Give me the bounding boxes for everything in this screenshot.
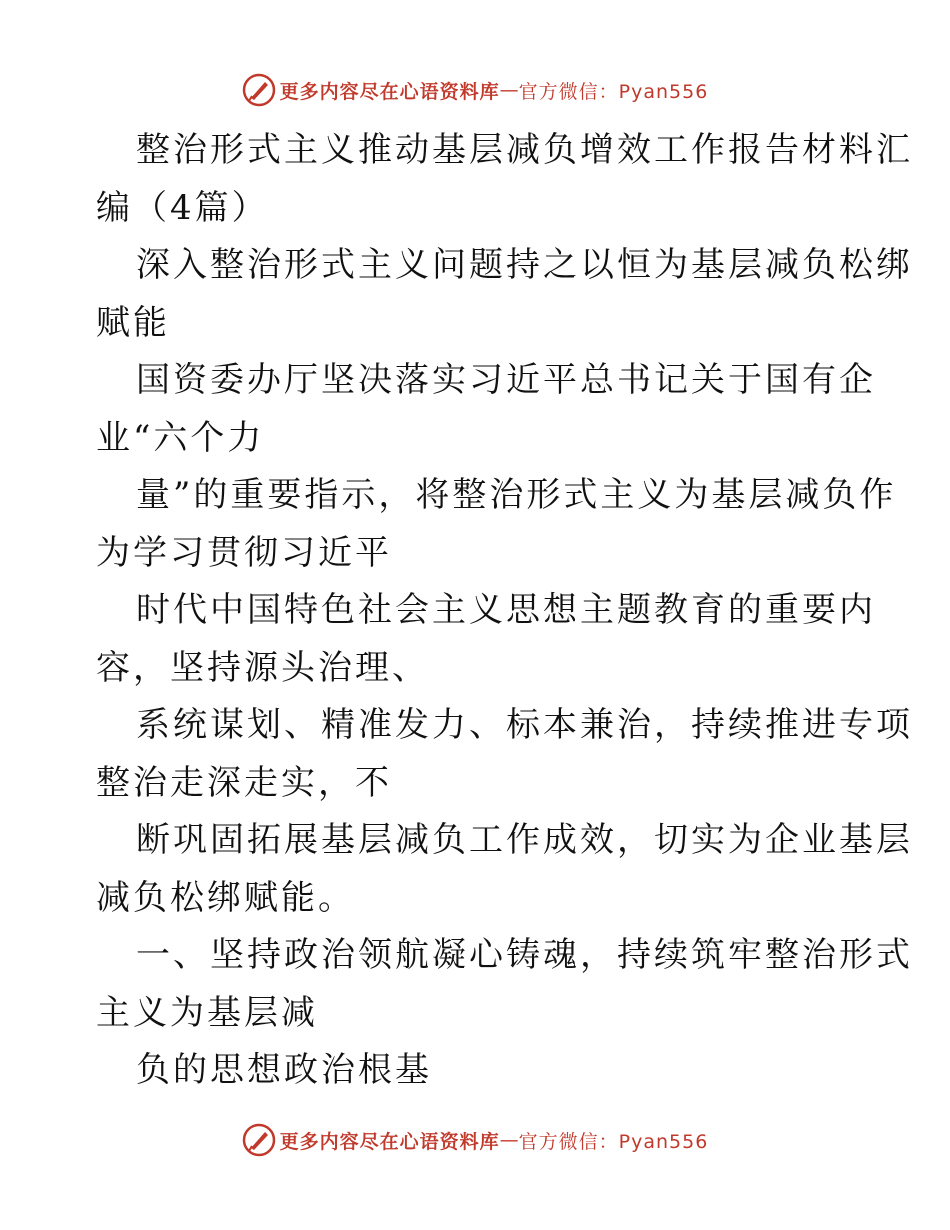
text-line: 断巩固拓展基层减负工作成效，切实为企业基层 (136, 820, 913, 860)
text-line: 负的思想政治根基 (136, 1050, 432, 1090)
header-watermark (0, 70, 950, 110)
text-line: 整治形式主义推动基层减负增效工作报告材料汇 (136, 130, 913, 170)
text-line: 赋能 (96, 302, 170, 343)
text-line: 业“六个力 (96, 417, 265, 458)
text-line: 一、坚持政治领航凝心铸魂，持续筑牢整治形式 (136, 935, 913, 975)
watermark-main-text: 更多内容尽在心语资料库 (279, 80, 500, 103)
text-line: 容，坚持源头治理、 (96, 647, 429, 688)
text-line: 为学习贯彻习近平 (96, 532, 392, 573)
text-line: 深入整治形式主义问题持之以恒为基层减负松绑 (136, 245, 913, 285)
footer-watermark (0, 1120, 950, 1160)
text-line: 时代中国特色社会主义思想主题教育的重要内 (136, 590, 876, 630)
text-line: 系统谋划、精准发力、标本兼治，持续推进专项 (136, 705, 913, 745)
watermark-sub-text: 官方微信：Pyan556 (518, 80, 709, 103)
quill-logo-icon (242, 73, 276, 107)
watermark-main-text: 更多内容尽在心语资料库 (279, 1130, 500, 1153)
text-line: 量”的重要指示，将整治形式主义为基层减负作 (136, 475, 897, 515)
quill-logo-icon (242, 1123, 276, 1157)
watermark-dash: — (499, 1129, 519, 1151)
text-line: 国资委办厅坚决落实习近平总书记关于国有企 (136, 360, 876, 400)
text-line: 编（4篇） (96, 187, 269, 228)
watermark-sub-text: 官方微信：Pyan556 (518, 1130, 709, 1153)
watermark-dash: — (499, 79, 519, 101)
text-line: 减负松绑赋能。 (96, 877, 355, 918)
document-body (96, 122, 913, 1100)
text-line: 整治走深走实，不 (96, 762, 392, 803)
text-line: 主义为基层减 (96, 992, 318, 1033)
